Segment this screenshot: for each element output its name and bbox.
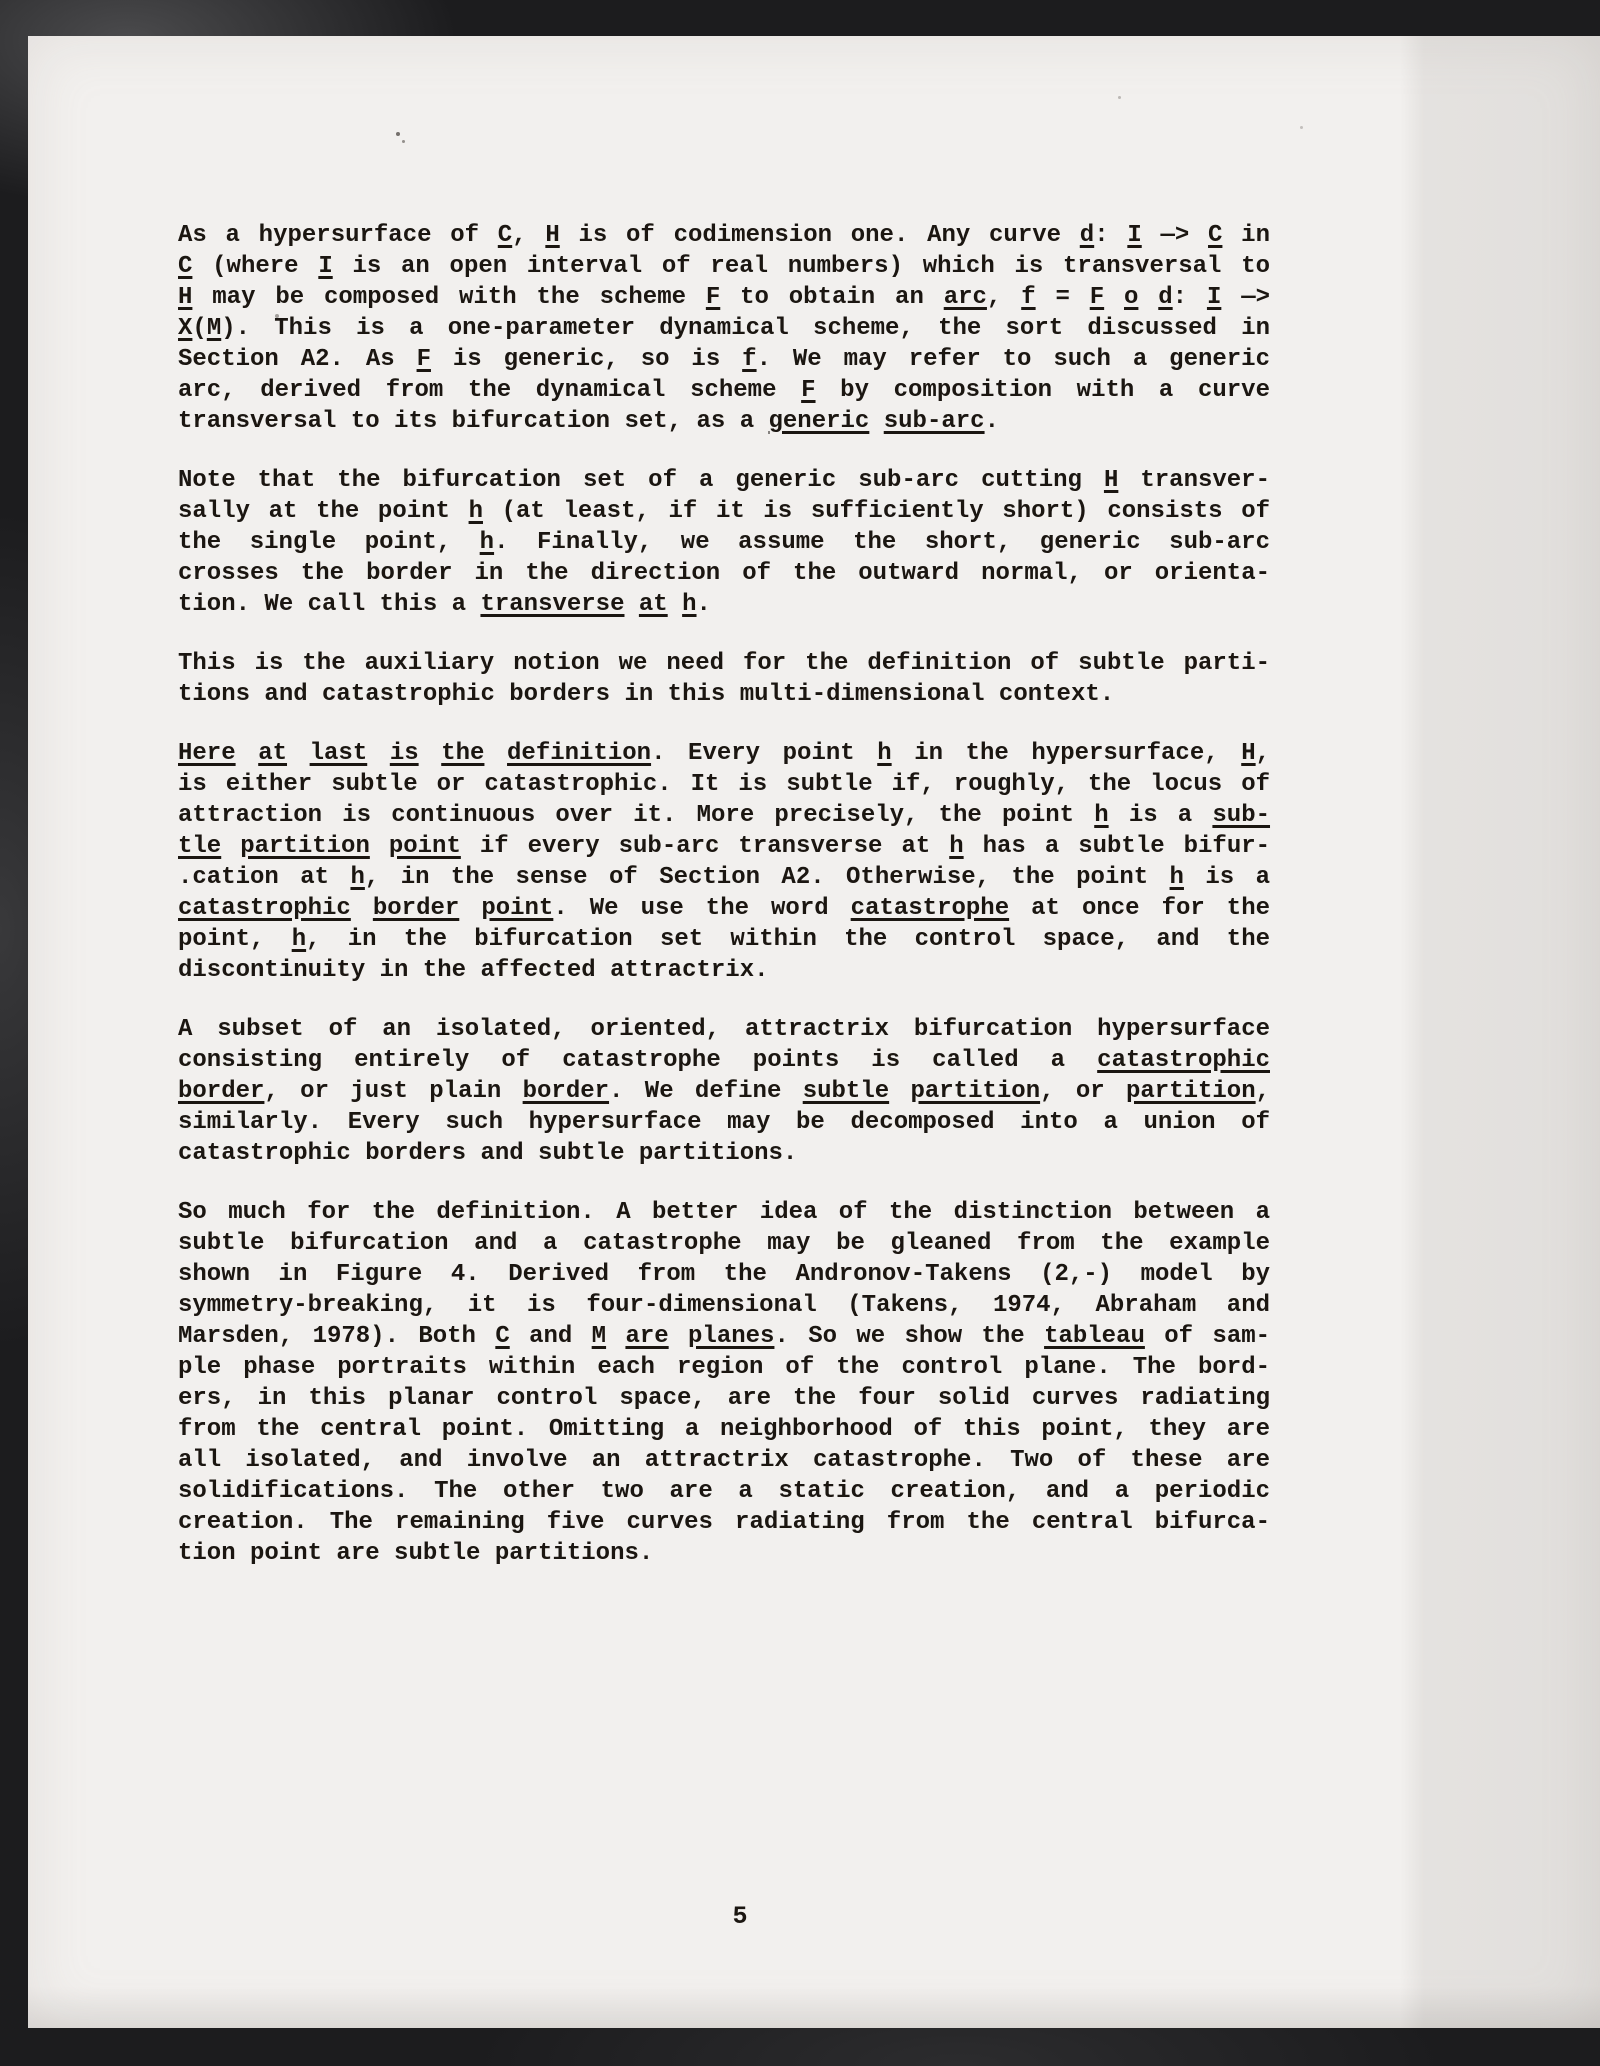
text-line: Here at last is the definition. Every point h in the hypersurface, H,: [178, 740, 1271, 767]
text-line: is either subtle or catastrophic. It is subtle if, roughly, the locus of: [178, 771, 1270, 798]
text-line: This is the auxiliary notion we need for the definition of subtle parti-: [178, 650, 1270, 677]
paragraph: [178, 220, 1270, 437]
text-line: transversal to its bifurcation set, as a generic sub-arc.: [178, 408, 999, 435]
paragraph: [178, 465, 1270, 620]
text-line: creation. The remaining five curves radiating from the central bifurca-: [178, 1509, 1270, 1536]
text-line: consisting entirely of catastrophe points is called a catastrophic: [178, 1047, 1270, 1074]
text-line: similarly. Every such hypersurface may be decomposed into a union of: [178, 1109, 1270, 1136]
text-line: solidifications. The other two are a static creation, and a periodic: [178, 1478, 1270, 1505]
text-line: tion. We call this a transverse at h.: [178, 591, 711, 618]
scan-speck: [1300, 126, 1303, 129]
text-line: crosses the border in the direction of the outward normal, or orienta-: [178, 560, 1270, 587]
text-line: tle partition point if every sub-arc transverse at h has a subtle bifur-: [178, 833, 1271, 860]
paper-edge-shadow: [28, 1986, 1600, 2028]
text-line: shown in Figure 4. Derived from the Andronov-Takens (2,-) model by: [178, 1261, 1270, 1288]
text-line: attraction is continuous over it. More precisely, the point h is a sub-: [178, 802, 1271, 829]
text-line: As a hypersurface of C, H is of codimension one. Any curve d: I —> C in: [178, 222, 1270, 249]
text-line: X(M). This is a one-parameter dynamical scheme, the sort discussed in: [178, 315, 1270, 342]
text-line: So much for the definition. A better idea of the distinction between a: [178, 1199, 1270, 1226]
page-number: 5: [732, 1902, 748, 1931]
text-line: symmetry-breaking, it is four-dimensional (Takens, 1974, Abraham and: [178, 1292, 1270, 1319]
document-page: [28, 36, 1600, 2028]
text-line: subtle bifurcation and a catastrophe may be gleaned from the example: [178, 1230, 1270, 1257]
paragraph: [178, 1197, 1270, 1569]
scan-speck: [1118, 96, 1121, 99]
text-line: Section A2. As F is generic, so is f. We may refer to such a generic: [178, 346, 1270, 373]
text-line: A subset of an isolated, oriented, attractrix bifurcation hypersurface: [178, 1016, 1270, 1043]
text-line: catastrophic border point. We use the word catastrophe at once for the: [178, 895, 1271, 922]
paragraph: [178, 738, 1270, 986]
text-line: border, or just plain border. We define subtle partition, or partition,: [178, 1078, 1271, 1105]
text-line: catastrophic borders and subtle partitions.: [178, 1140, 798, 1167]
text-line: sally at the point h (at least, if it is sufficiently short) consists of: [178, 498, 1270, 525]
text-line: .cation at h, in the sense of Section A2. Otherwise, the point h is a: [178, 864, 1270, 891]
text-line: H may be composed with the scheme F to obtain an arc, f = F o d: I —>: [178, 284, 1271, 311]
text-line: ers, in this planar control space, are the four solid curves radiating: [178, 1385, 1270, 1412]
document-body: [178, 220, 1270, 1597]
text-line: tions and catastrophic borders in this multi-dimensional context.: [178, 681, 1115, 708]
scan-speck: [402, 140, 405, 143]
text-line: the single point, h. Finally, we assume the short, generic sub-arc: [178, 529, 1270, 556]
text-line: all isolated, and involve an attractrix catastrophe. Two of these are: [178, 1447, 1270, 1474]
paragraph: [178, 648, 1270, 710]
scan-speck: [396, 132, 400, 136]
text-line: Marsden, 1978). Both C and M are planes. So we show the tableau of sam-: [178, 1323, 1271, 1350]
text-line: arc, derived from the dynamical scheme F by composition with a curve: [178, 377, 1270, 404]
text-line: tion point are subtle partitions.: [178, 1540, 654, 1567]
text-line: Note that the bifurcation set of a generic sub-arc cutting H transver-: [178, 467, 1270, 494]
paragraph: [178, 1014, 1270, 1169]
text-line: point, h, in the bifurcation set within the control space, and the: [178, 926, 1270, 953]
text-line: ple phase portraits within each region of the control plane. The bord-: [178, 1354, 1270, 1381]
text-line: discontinuity in the affected attractrix.: [178, 957, 769, 984]
text-line: from the central point. Omitting a neighborhood of this point, they are: [178, 1416, 1270, 1443]
text-line: C (where I is an open interval of real numbers) which is transversal to: [178, 253, 1271, 280]
paper-edge-shadow: [1400, 36, 1600, 2028]
